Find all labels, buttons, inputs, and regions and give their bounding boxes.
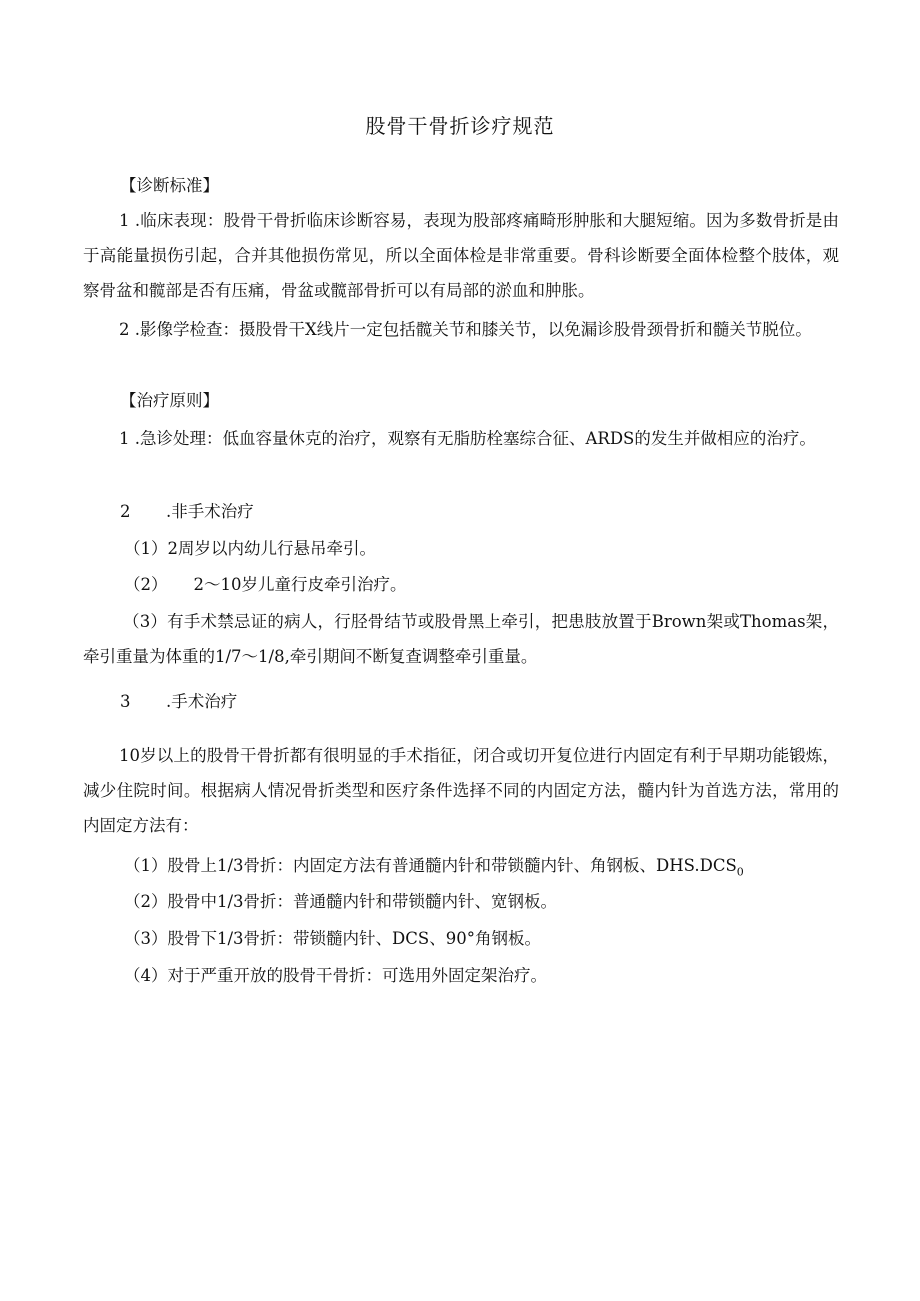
diagnosis-heading: 【诊断标准】 <box>120 176 219 195</box>
nonsurgical-item-2 <box>124 567 407 602</box>
treatment-item-1: 1 .急诊处理：低血容量休克的治疗，观察有无脂肪栓塞综合征、ARDS的发生并做相应的治疗。 <box>119 429 816 448</box>
item-number: 3 <box>120 692 131 711</box>
list-text: （1）股骨上1/3骨折：内固定方法有普通髓内针和带锁髓内针、角钢板、DHS.DCS <box>124 856 737 875</box>
surgical-intro: 10岁以上的股骨干骨折都有很明显的手术指征，闭合或切开复位进行内固定有利于早期功能锻炼，减少住院时间。根据病人情况骨折类型和医疗条件选择不同的内固定方法，髓内针为首选方法，常用的内固定方法有： <box>83 746 839 835</box>
nonsurgical-item-3: （3）有手术禁忌证的病人，行胫骨结节或股骨黑上牵引，把患肢放置于Brown架或Thomas架，牵引重量为体重的1/7～1/8,牵引期间不断复查调整牵引重量。 <box>83 612 839 666</box>
item-label: .非手术治疗 <box>166 502 254 521</box>
list-text: 2～10岁儿童行皮牵引治疗。 <box>193 575 407 594</box>
treatment-item-3 <box>120 684 237 719</box>
treatment-item-2 <box>120 494 254 529</box>
surgical-list-item-4: （4）对于严重开放的股骨干骨折：可选用外固定架治疗。 <box>124 966 547 985</box>
item-number: 2 <box>120 502 131 521</box>
item-label: .手术治疗 <box>166 692 238 711</box>
treatment-heading: 【治疗原则】 <box>120 391 219 410</box>
list-marker: （2） <box>124 575 168 594</box>
surgical-list-item-3: （3）股骨下1/3骨折：带锁髓内针、DCS、90°角钢板。 <box>124 929 541 948</box>
diagnosis-item-1: 1 .临床表现：股骨干骨折临床诊断容易，表现为股部疼痛畸形肿胀和大腿短缩。因为多数骨折是由于高能量损伤引起，合并其他损伤常见，所以全面体检是非常重要。骨科诊断要全面体检整个肢体，观察骨盆和髋部是否有压痛，骨盆或髋部骨折可以有局部的淤血和肿胀。 <box>83 211 839 300</box>
diagnosis-item-2: 2 .影像学检查：摄股骨干X线片一定包括髋关节和膝关节，以免漏诊股骨颈骨折和髓关节脱位。 <box>119 320 812 339</box>
subscript: 0 <box>736 865 744 879</box>
surgical-list-item-2: （2）股骨中1/3骨折：普通髓内针和带锁髓内针、宽钢板。 <box>124 892 558 911</box>
nonsurgical-item-1: （1）2周岁以内幼儿行悬吊牵引。 <box>124 539 376 558</box>
page-title: 股骨干骨折诊疗规范 <box>365 114 555 138</box>
